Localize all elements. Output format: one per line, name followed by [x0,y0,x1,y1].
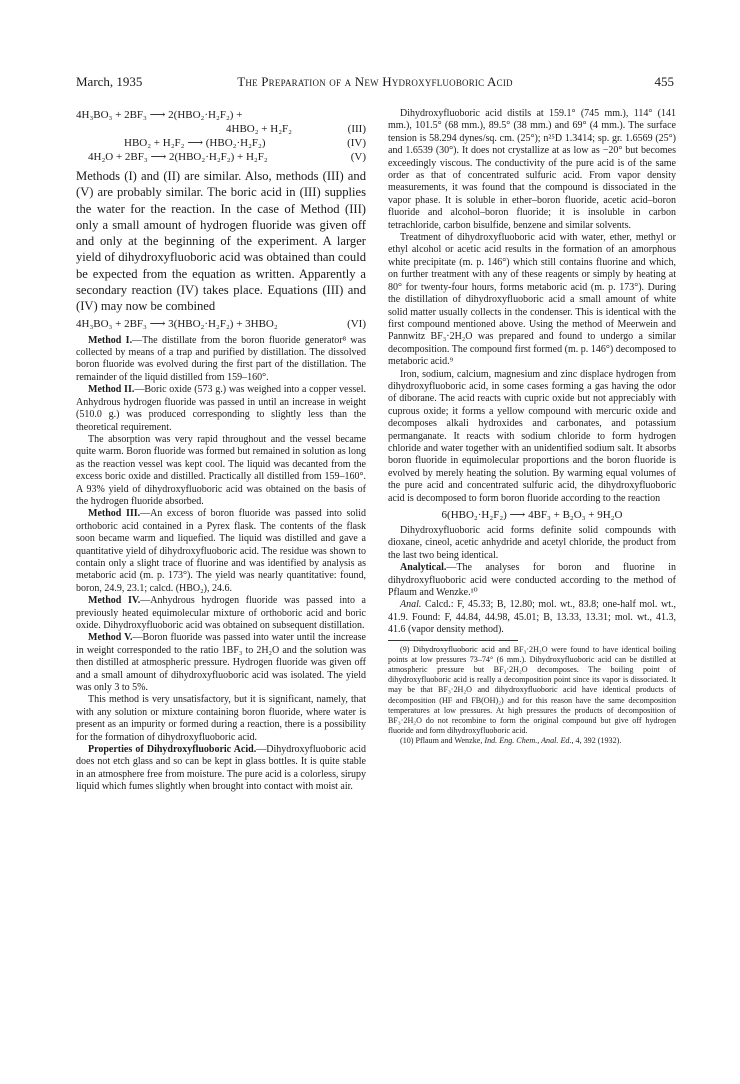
left-column [76,108,366,794]
header-title: The Preparation of a New Hydroxyfluoboric Acid [237,74,513,89]
footnote-10-journal: Ind. Eng. Chem., Anal. Ed. [484,736,572,746]
method-ii-paragraph [76,384,366,434]
anal-paragraph [388,599,676,636]
method-ii-heading: Method II. [88,384,135,396]
equation-block [76,108,366,164]
properties-heading: Properties of Dihydroxyfluoboric Acid. [88,744,257,756]
distils-paragraph: Dihydroxyfluoboric acid distils at 159.1° (745 mm.), 114° (141 mm.), 101.5° (68 mm.), 89.5° (38 mm.) and 69° (4 mm.). The surface tension is 58.294 dynes/sq. cm. (25°); n²⁵D 1.3414; sp. gr. 1.6569 (25°) and 1.6539 (30°). It does not crystallize at as low as −20° but becomes exceedingly viscous. The conductivity of the pure acid is of the same order as that of concentrated sulfuric acid. From vapor density measurements, it was found that the compound is dissociated in the vapor phase. It is soluble in ether–boron fluoride, acetic acid–boron fluoride and alcohol–boron fluoride; it is insoluble in carbon tetrachloride, carbon bisulfide, benzene and similar solvents. [388,108,676,231]
equation-number: (IV) [347,137,366,149]
analytical-paragraph [388,562,676,599]
intro-paragraph: Methods (I) and (II) are similar. Also, methods (III) and (V) are probably similar. The boric acid in (III) supplies the water for the reaction. In the case of Method (III) only a small amount of hydrogen fluoride was given off and only at the beginning of the experiment. A larger yield of dihydroxyfluoboric acid was obtained than could be expected from the equation as written. Apparently a secondary reaction (IV) takes place. Equations (III) and (IV) may now be combined [76,169,366,314]
right-column [388,108,676,747]
footnote-10-authors: (10) Pflaum and Wenzke, [400,736,485,746]
equation-line [76,122,366,136]
equation-text: 4HBO₂ + H₂F₂ [226,123,292,135]
method-v-paragraph [76,632,366,694]
equation-number: (V) [350,151,366,163]
method-iii-text: —An excess of boron fluoride was passed into solid orthoboric acid contained in a Pyrex flask. The contents of the flask soon became warm and liquefied. The liquid was distilled and gave a quantitative yield of dihydroxyfluoboric acid. The residue was shown to contain only a slight trace of fluorine and was identified by analysis as metaboric acid (m. p. 173°). The yield was nearly quantitative: found, boron, 24.9, 23.1; calcd. (HBO₂), 24.6. [76,508,366,594]
equation-number: (III) [347,123,366,135]
method-i-paragraph [76,335,366,385]
method-iv-text: —Anhydrous hydrogen fluoride was passed into a previously heated equimolecular mixture of orthoboric acid and boric oxide. Dihydroxyfluoboric acid was obtained on subsequent distillation. [76,595,366,632]
absorption-paragraph: The absorption was very rapid throughout and the vessel became quite warm. Boron fluoride was formed but remained in solution as long as the reaction vessel was kept cool. The liquid was decanted from the excess boric oxide and distilled. Practically all distilled from 159–160°. A 93% yield of dihydroxyfluoboric acid was obtained on the basis of the hydrogen fluoride absorbed. [76,433,366,507]
method-i-heading: Method I. [88,334,133,346]
method-ii-text: —Boric oxide (573 g.) was weighed into a copper vessel. Anhydrous hydrogen fluoride was passed in until an increase in weight (510.0 g.) was produced corresponding to slightly less than the theoretical requirement. [76,384,366,433]
compounds-paragraph: Dihydroxyfluoboric acid forms definite solid compounds with dioxane, cineol, acetic anhydride and acetyl chloride, the product from the last two being identical. [388,525,676,561]
iron-paragraph: Iron, sodium, calcium, magnesium and zinc displace hydrogen from dihydroxyfluoboric acid, in some cases forming a gas having the odor of diborane. The acid reacts with cupric oxide but not appreciably with cuprous oxide; it forms a yellow compound with mercuric oxide and decomposes alkali hydroxides and carbonates, and potassium permanganate. It reacts with sodium chloride to form hydrogen chloride and water together with an unidentified sodium salt. It absorbs boron fluoride in equimolecular proportions and the boron fluoride is evolved by merely heating the solution. By warming equal volumes of the pure acid and concentrated sulfuric acid, the dihydroxyfluoboric acid is decomposed to form boron fluoride according to the reaction [388,368,676,504]
properties-paragraph [76,744,366,794]
method-iv-paragraph [76,595,366,632]
method-iii-heading: Method III. [88,508,141,520]
anal-text: Calcd.: F, 45.33; B, 12.80; mol. wt., 83.8; one-half mol. wt., 41.9. Found: F, 44.84, 44.98, 45.01; B, 13.33, 13.31; mol. wt., 41.3, 41.6 (vapor density method). [388,599,676,636]
running-header [76,74,674,92]
method-iii-paragraph [76,508,366,595]
method-i-text: —The distillate from the boron fluoride generator⁸ was collected by means of a trap and purified by distillation. The dissolved boron fluoride was evolved during the first part of the distillation. The remainder of the liquid distilled from 159–160°. [76,334,366,383]
equation-number: (VI) [347,317,366,330]
anal-heading: Anal. [400,599,422,611]
properties-text: —Dihydroxyfluoboric acid does not etch glass and so can be kept in glass bottles. It is quite stable in an atmosphere free from moisture. The pure acid is a colorless, sirupy liquid which fumes slightly when brought into contact with moist air. [76,744,366,793]
method-v-heading: Method V. [88,632,133,644]
footnote-9: (9) Dihydroxyfluoboric acid and BF₃·2H₂O were found to have identical boiling points at low pressures 73–74° (6 mm.). Dihydroxyfluoboric acid can be distilled at atmospheric pressure but BF₃·2H₂O decomposes. The boiling point of dihydroxyfluoboric acid is really a decomposition point since its vapor is dissociated. It may be that BF₃·2H₂O and dihydroxyfluoboric acid have identical products of decomposition (HF and FB(OH)₂) and for this reason have the same decomposition temperatures at low pressures. At high pressures the products of decomposition of BF₃·2H₂O do not recombine to form the original compound but give off hydrogen fluoride and form dihydroxyfluoboric acid. [388,644,676,736]
equation-line [76,150,366,164]
equation-text: 4H₃BO₃ + 2BF₃ ⟶ 2(HBO₂·H₂F₂) + [76,109,243,121]
analytical-text: —The analyses for boron and fluorine in dihydroxyfluoboric acid were conducted according to the method of Pflaum and Wenzke.¹⁰ [388,562,676,599]
footnote-divider [388,640,518,641]
footnote-10-citation: , 4, 392 (1932). [571,736,622,746]
equation-text: 4H₃BO₃ + 2BF₃ ⟶ 3(HBO₂·H₂F₂) + 3HBO₂ [76,317,278,330]
treatment-paragraph: Treatment of dihydroxyfluoboric acid with water, ether, methyl or ethyl alcohol or acetic acid results in the formation of an amorphous white precipitate (m. p. 146°) which still contains fluorine and which, on further treatment with any of these reagents or simply by heating at 80° for twenty-four hours, forms metaboric acid (m. p. 173°). During the distillation of dihydroxyfluoboric acid a small amount of white solid matter usually collects in the condenser. This is identical with the first compound mentioned above. Using the method of Meerwein and Pannwitz BF₃·2H₂O was prepared and found to undergo a similar decomposition. The compound first formed (m. p. 146°) decomposed to metaboric acid.⁹ [388,232,676,368]
header-date: March, 1935 [76,74,143,89]
equation-line [76,136,366,150]
equation-text: HBO₂ + H₂F₂ ⟶ (HBO₂·H₂F₂) [124,137,266,149]
footnote-10 [388,736,676,746]
equation-text: 6(HBO₂·H₂F₂) ⟶ 4BF₃ + B₂O₃ + 9H₂O [441,509,623,521]
method-iv-heading: Method IV. [88,595,141,607]
equation-vi [76,317,366,331]
equation-final [388,508,676,522]
unsatisfactory-paragraph: This method is very unsatisfactory, but it is significant, namely, that with any solution or mixture containing boron fluoride, where water is present as an impurity or formed during a reaction, there is a possibility for the formation of dihydroxyfluoboric acid. [76,694,366,743]
equation-text: 4H₂O + 2BF₃ ⟶ 2(HBO₂·H₂F₂) + H₂F₂ [88,151,268,163]
page-number: 455 [654,74,674,89]
method-v-text: —Boron fluoride was passed into water until the increase in weight corresponded to the ratio 1BF₃ to 2H₂O and the solution was then distilled at atmospheric pressure. Hydrogen fluoride was given off and a small amount of dihydroxyfluoboric acid was isolated. The yield was only 3 to 5%. [76,632,366,694]
analytical-heading: Analytical. [400,562,447,574]
equation-line [76,108,366,122]
